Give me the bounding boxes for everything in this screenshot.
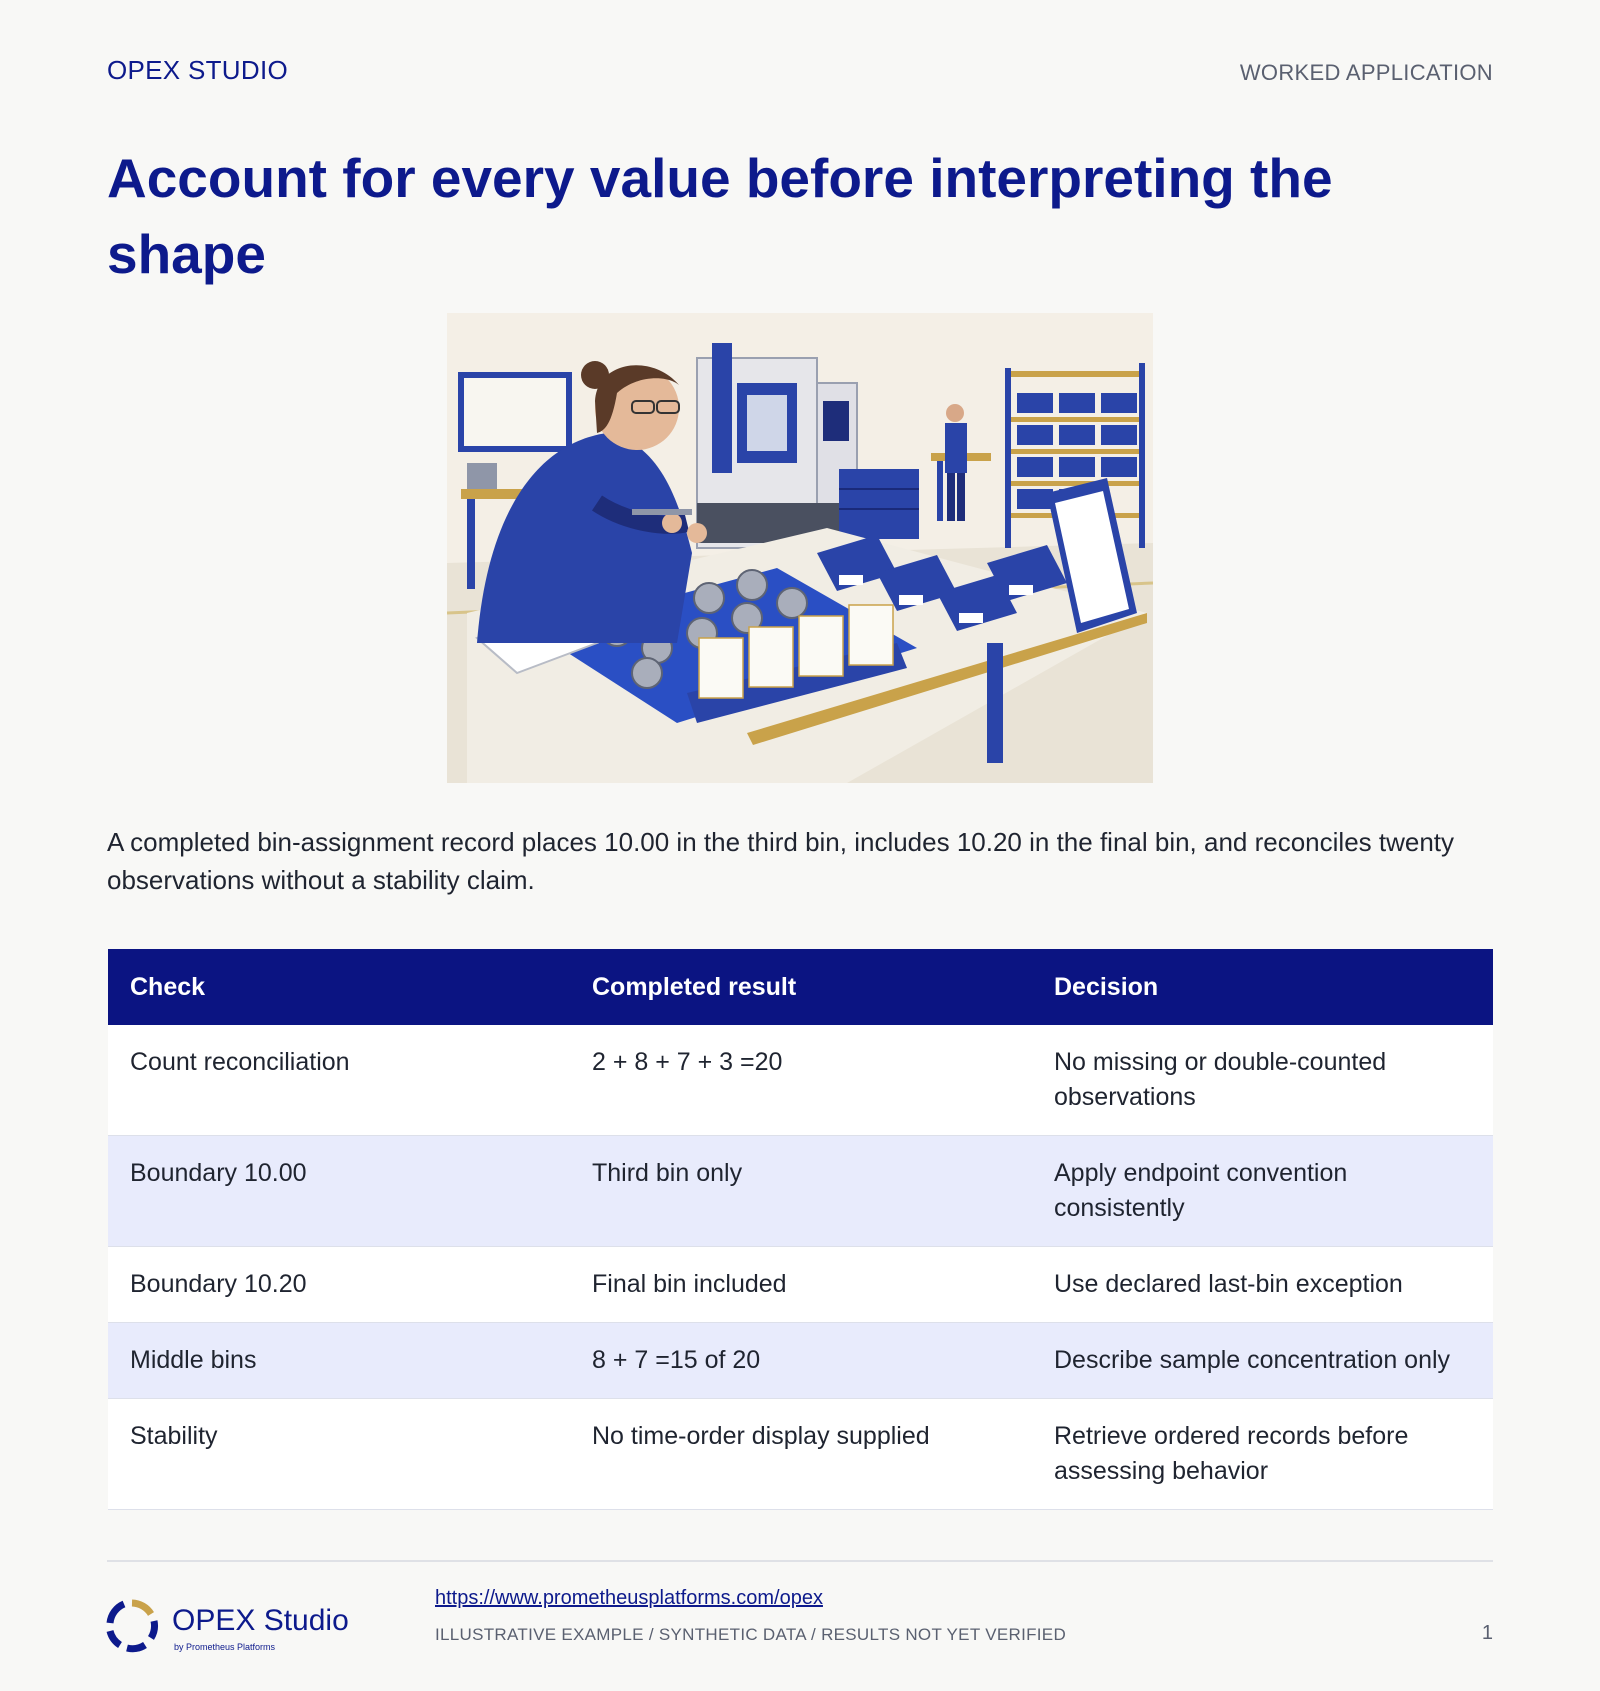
- cell-result: 2 + 8 + 7 + 3 =20: [570, 1025, 1032, 1136]
- intro-paragraph: A completed bin-assignment record places 10.00 in the third bin, includes 10.20 in the final bin, and reconciles twenty observations without a stability claim.: [107, 827, 1455, 895]
- footer-logo-subtitle: by Prometheus Platforms: [174, 1642, 276, 1652]
- cell-decision: Apply endpoint convention consistently: [1032, 1136, 1493, 1247]
- cell-result: Final bin included: [570, 1247, 1032, 1323]
- cell-check: Count reconciliation: [108, 1025, 570, 1136]
- page-number: 1: [1481, 1622, 1493, 1644]
- footer-divider: [107, 1560, 1493, 1562]
- header-brand: OPEX STUDIO: [107, 55, 288, 85]
- column-header-completed-result: Completed result: [570, 949, 1032, 1025]
- column-header-decision: Decision: [1032, 949, 1493, 1025]
- cell-decision: Use declared last-bin exception: [1032, 1247, 1493, 1323]
- cell-result: 8 + 7 =15 of 20: [570, 1323, 1032, 1399]
- cell-decision: Retrieve ordered records before assessing behavior: [1032, 1399, 1493, 1510]
- cell-result: No time-order display supplied: [570, 1399, 1032, 1510]
- opex-logo-icon: [105, 1599, 159, 1653]
- cell-result: Third bin only: [570, 1136, 1032, 1247]
- table-row: [108, 1025, 1493, 1136]
- table-header-row: [108, 949, 1493, 1025]
- page-title: Account for every value before interpreting the shape: [107, 147, 1333, 285]
- table-row: [108, 1247, 1493, 1323]
- footer-logo-name: OPEX Studio: [172, 1604, 349, 1637]
- workshop-inspection-illustration: [447, 313, 1153, 783]
- table-row: [108, 1323, 1493, 1399]
- footer-url-link[interactable]: https://www.prometheusplatforms.com/opex: [435, 1587, 823, 1609]
- cell-check: Boundary 10.00: [108, 1136, 570, 1247]
- cell-check: Middle bins: [108, 1323, 570, 1399]
- cell-decision: No missing or double-counted observations: [1032, 1025, 1493, 1136]
- cell-decision: Describe sample concentration only: [1032, 1323, 1493, 1399]
- footer-disclaimer: ILLUSTRATIVE EXAMPLE / SYNTHETIC DATA / RESULTS NOT YET VERIFIED: [435, 1625, 1067, 1644]
- check-table: [108, 949, 1493, 1510]
- cell-check: Stability: [108, 1399, 570, 1510]
- cell-check: Boundary 10.20: [108, 1247, 570, 1323]
- header-section-label: WORKED APPLICATION: [1239, 60, 1493, 85]
- column-header-check: Check: [108, 949, 570, 1025]
- table-row: [108, 1136, 1493, 1247]
- table-row: [108, 1399, 1493, 1510]
